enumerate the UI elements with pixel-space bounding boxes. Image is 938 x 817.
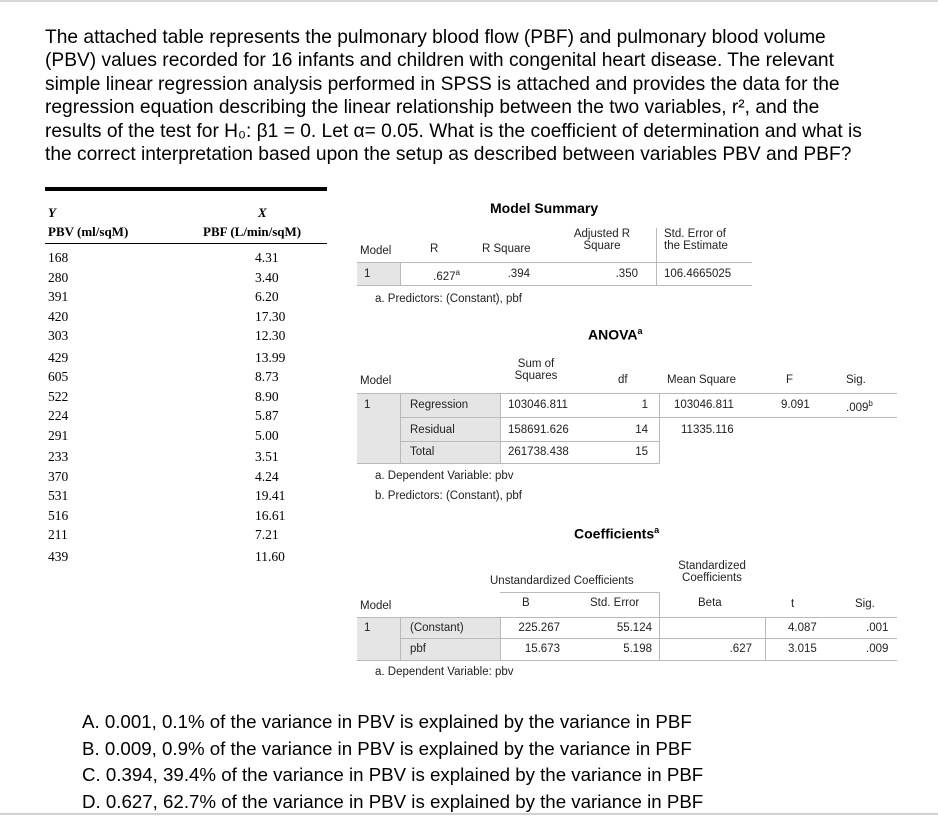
anova-header-sig: Sig.: [846, 374, 866, 386]
bottom-divider: [0, 813, 938, 815]
question-line: regression equation describing the linear relationship between the two variables, r², and the: [45, 97, 820, 119]
answer-option-b[interactable]: B. 0.009, 0.9% of the variance in PBV is explained by the variance in PBF: [82, 737, 692, 759]
anova-title: [588, 326, 643, 343]
coef-header-beta: Beta: [698, 597, 722, 609]
pbv-cell: 168: [48, 250, 69, 265]
coef-header-model: Model: [360, 600, 392, 612]
r-value: .627: [433, 270, 456, 283]
sig-footnote-marker: b: [868, 399, 873, 408]
coef-rule: [500, 592, 660, 593]
pbf-cell: 4.24: [255, 468, 279, 484]
answer-option-c[interactable]: C. 0.394, 39.4% of the variance in PBV is explained by the variance in PBF: [82, 764, 704, 785]
anova-footnote: a. Dependent Variable: pbv: [375, 470, 514, 482]
question-line: The attached table represents the pulmonary blood flow (PBF) and pulmonary blood volume: [45, 27, 826, 48]
coef-col-divider: [659, 592, 660, 660]
anova-col-divider: [500, 393, 501, 463]
anova-df-value: 1: [641, 399, 648, 411]
ms-footnote: a. Predictors: (Constant), pbf: [375, 293, 523, 305]
pbf-cell: 3.40: [255, 269, 279, 285]
question-line: results of the test for H₀: β1 = 0. Let α= 0.05. What is the coefficient of determination and what is: [45, 120, 862, 142]
pbv-cell: 522: [48, 388, 69, 404]
pbv-cell: 429: [48, 349, 69, 365]
pbf-cell: 5.87: [255, 408, 279, 423]
coef-col-divider: [500, 617, 501, 660]
coef-se-value: 5.198: [623, 643, 652, 655]
ms-r-value: [420, 268, 460, 283]
coef-beta-value: .627: [729, 643, 752, 655]
question-line: the correct interpretation based upon the setup as described between variables PBV and PBF?: [45, 144, 852, 166]
header-line: Std. Error of: [664, 228, 726, 240]
coef-t-value: 4.087: [788, 622, 817, 634]
anova-ss-value: 261738.438: [508, 446, 569, 458]
coef-rule: [400, 638, 897, 639]
anova-header-f: F: [786, 374, 794, 386]
ms-rule: [357, 285, 752, 286]
anova-footnote-marker: a: [637, 326, 643, 336]
x-label: PBF (L/min/sqM): [203, 224, 302, 239]
pbf-cell: 4.31: [255, 250, 279, 265]
coef-header-t: t: [791, 598, 795, 610]
sig-value: .009: [846, 401, 869, 414]
answer-choices: [82, 709, 703, 815]
pbv-cell: 233: [48, 449, 69, 464]
coef-header-std-error: Std. Error: [590, 597, 640, 609]
coef-header-std: [666, 560, 758, 584]
coef-row-label: pbf: [410, 643, 426, 655]
ms-adj-r-square-value: .350: [615, 268, 638, 280]
pbv-cell: 291: [48, 427, 69, 443]
anova-row-label: Residual: [410, 424, 455, 436]
coefficients-footnote-marker: a: [654, 525, 660, 535]
anova-rule: [357, 393, 897, 394]
pbv-cell: 605: [48, 369, 69, 384]
pbv-cell: 391: [48, 289, 69, 304]
anova-model-num: 1: [364, 399, 371, 411]
pbf-cell: 11.60: [255, 548, 285, 564]
pbv-cell: 439: [48, 548, 69, 564]
pbf-cell: 5.00: [255, 427, 279, 443]
anova-ms-value: 11335.116: [681, 424, 734, 436]
coef-sig-value: .009: [866, 643, 889, 655]
coef-col-divider: [400, 617, 401, 660]
anova-header-ms: Mean Square: [667, 374, 737, 386]
header-line: Squares: [514, 370, 558, 382]
ms-header-r-square: R Square: [482, 243, 531, 255]
pbf-cell: 6.20: [255, 289, 279, 304]
pbf-cell: 16.61: [255, 507, 286, 523]
coef-se-value: 55.124: [616, 622, 652, 634]
anova-df-value: 14: [635, 424, 648, 436]
pbf-cell: 19.41: [255, 488, 286, 503]
pbv-cell: 516: [48, 507, 69, 523]
ms-model-num: 1: [364, 268, 371, 280]
pbf-cell: 8.73: [255, 369, 279, 384]
ms-header-r: R: [430, 243, 439, 255]
coef-header-b: B: [522, 597, 530, 609]
anova-df-value: 15: [635, 446, 648, 458]
header-line: the Estimate: [664, 240, 728, 252]
pbf-cell: 8.90: [255, 388, 279, 404]
anova-col-divider: [400, 393, 401, 463]
x-variable: X: [258, 205, 267, 220]
ms-col-divider: [400, 262, 401, 285]
ms-header-model: Model: [360, 245, 392, 257]
anova-f-value: 9.091: [781, 399, 810, 411]
model-summary-title: Model Summary: [490, 200, 599, 216]
pbv-cell: 531: [48, 488, 69, 503]
pbv-cell: 280: [48, 269, 69, 285]
anova-col-divider: [659, 393, 660, 463]
pbf-cell: 13.99: [255, 349, 286, 365]
coef-rule: [357, 660, 897, 661]
y-variable: Y: [48, 205, 56, 220]
anova-rule: [400, 441, 660, 442]
question-line: (PBV) values recorded for 16 infants and children with congenital heart disease. The relevant: [45, 50, 834, 72]
anova-header-df: df: [618, 374, 628, 386]
header-line: Square: [583, 240, 621, 252]
answer-option-a[interactable]: A. 0.001, 0.1% of the variance in PBV is explained by the variance in PBF: [82, 711, 692, 732]
header-line: Adjusted R: [573, 228, 631, 240]
pbv-cell: 420: [48, 308, 69, 324]
coef-b-value: 15.673: [524, 643, 560, 655]
pbv-cell: 211: [48, 527, 68, 542]
header-line: Coefficients: [682, 572, 742, 584]
coefficients-title-text: Coefficients: [574, 525, 655, 542]
coef-header-sig: Sig.: [855, 598, 875, 610]
anova-sig-value: [846, 399, 873, 414]
question-line: simple linear regression analysis performed in SPSS is attached and provides the data for the: [45, 73, 840, 95]
ms-r-square-value: .394: [507, 268, 530, 280]
coef-row-label: (Constant): [410, 622, 464, 634]
y-label: PBV (ml/sqM): [48, 224, 129, 239]
pbv-cell: 224: [48, 408, 69, 423]
pbf-cell: 12.30: [255, 328, 286, 343]
anova-ms-value: 103046.811: [674, 399, 734, 411]
anova-rule: [400, 417, 897, 418]
anova-row-label: Total: [410, 446, 435, 458]
pbf-cell: 17.30: [255, 308, 286, 324]
pbv-cell: 303: [48, 328, 69, 343]
answer-option-d[interactable]: D. 0.627, 62.7% of the variance in PBV is explained by the variance in PBF: [82, 790, 704, 812]
ms-header-adj-r-square: [554, 228, 650, 252]
anova-rule: [357, 463, 660, 464]
coef-header-unstd: Unstandardized Coefficients: [490, 575, 634, 587]
pbf-cell: 7.21: [255, 527, 279, 542]
anova-header-ss: [496, 358, 576, 382]
coef-footnote: a. Dependent Variable: pbv: [375, 666, 514, 678]
anova-title-text: ANOVA: [588, 326, 638, 343]
header-line: Standardized: [678, 560, 746, 572]
anova-ss-value: 103046.811: [508, 399, 568, 411]
header-line: Sum of: [517, 358, 555, 370]
ms-std-error-value: 106.4665025: [664, 268, 732, 280]
coef-b-value: 225.267: [518, 622, 560, 634]
pbf-cell: 3.51: [255, 449, 279, 464]
anova-footnote: b. Predictors: (Constant), pbf: [375, 490, 523, 502]
ms-rule: [357, 262, 752, 263]
anova-ss-value: 158691.626: [508, 424, 569, 436]
ms-col-divider: [656, 228, 657, 285]
coef-col-divider: [765, 617, 766, 660]
coefficients-title: [574, 525, 659, 542]
anova-row-label: Regression: [410, 399, 469, 411]
ms-header-std-error: [664, 228, 728, 252]
r-footnote-marker: a: [455, 268, 460, 277]
coef-model-num: 1: [364, 622, 371, 634]
coef-rule: [357, 617, 897, 618]
coef-t-value: 3.015: [788, 643, 817, 655]
pbv-cell: 370: [48, 468, 69, 484]
coef-sig-value: .001: [866, 622, 889, 634]
anova-header-model: Model: [360, 375, 392, 387]
